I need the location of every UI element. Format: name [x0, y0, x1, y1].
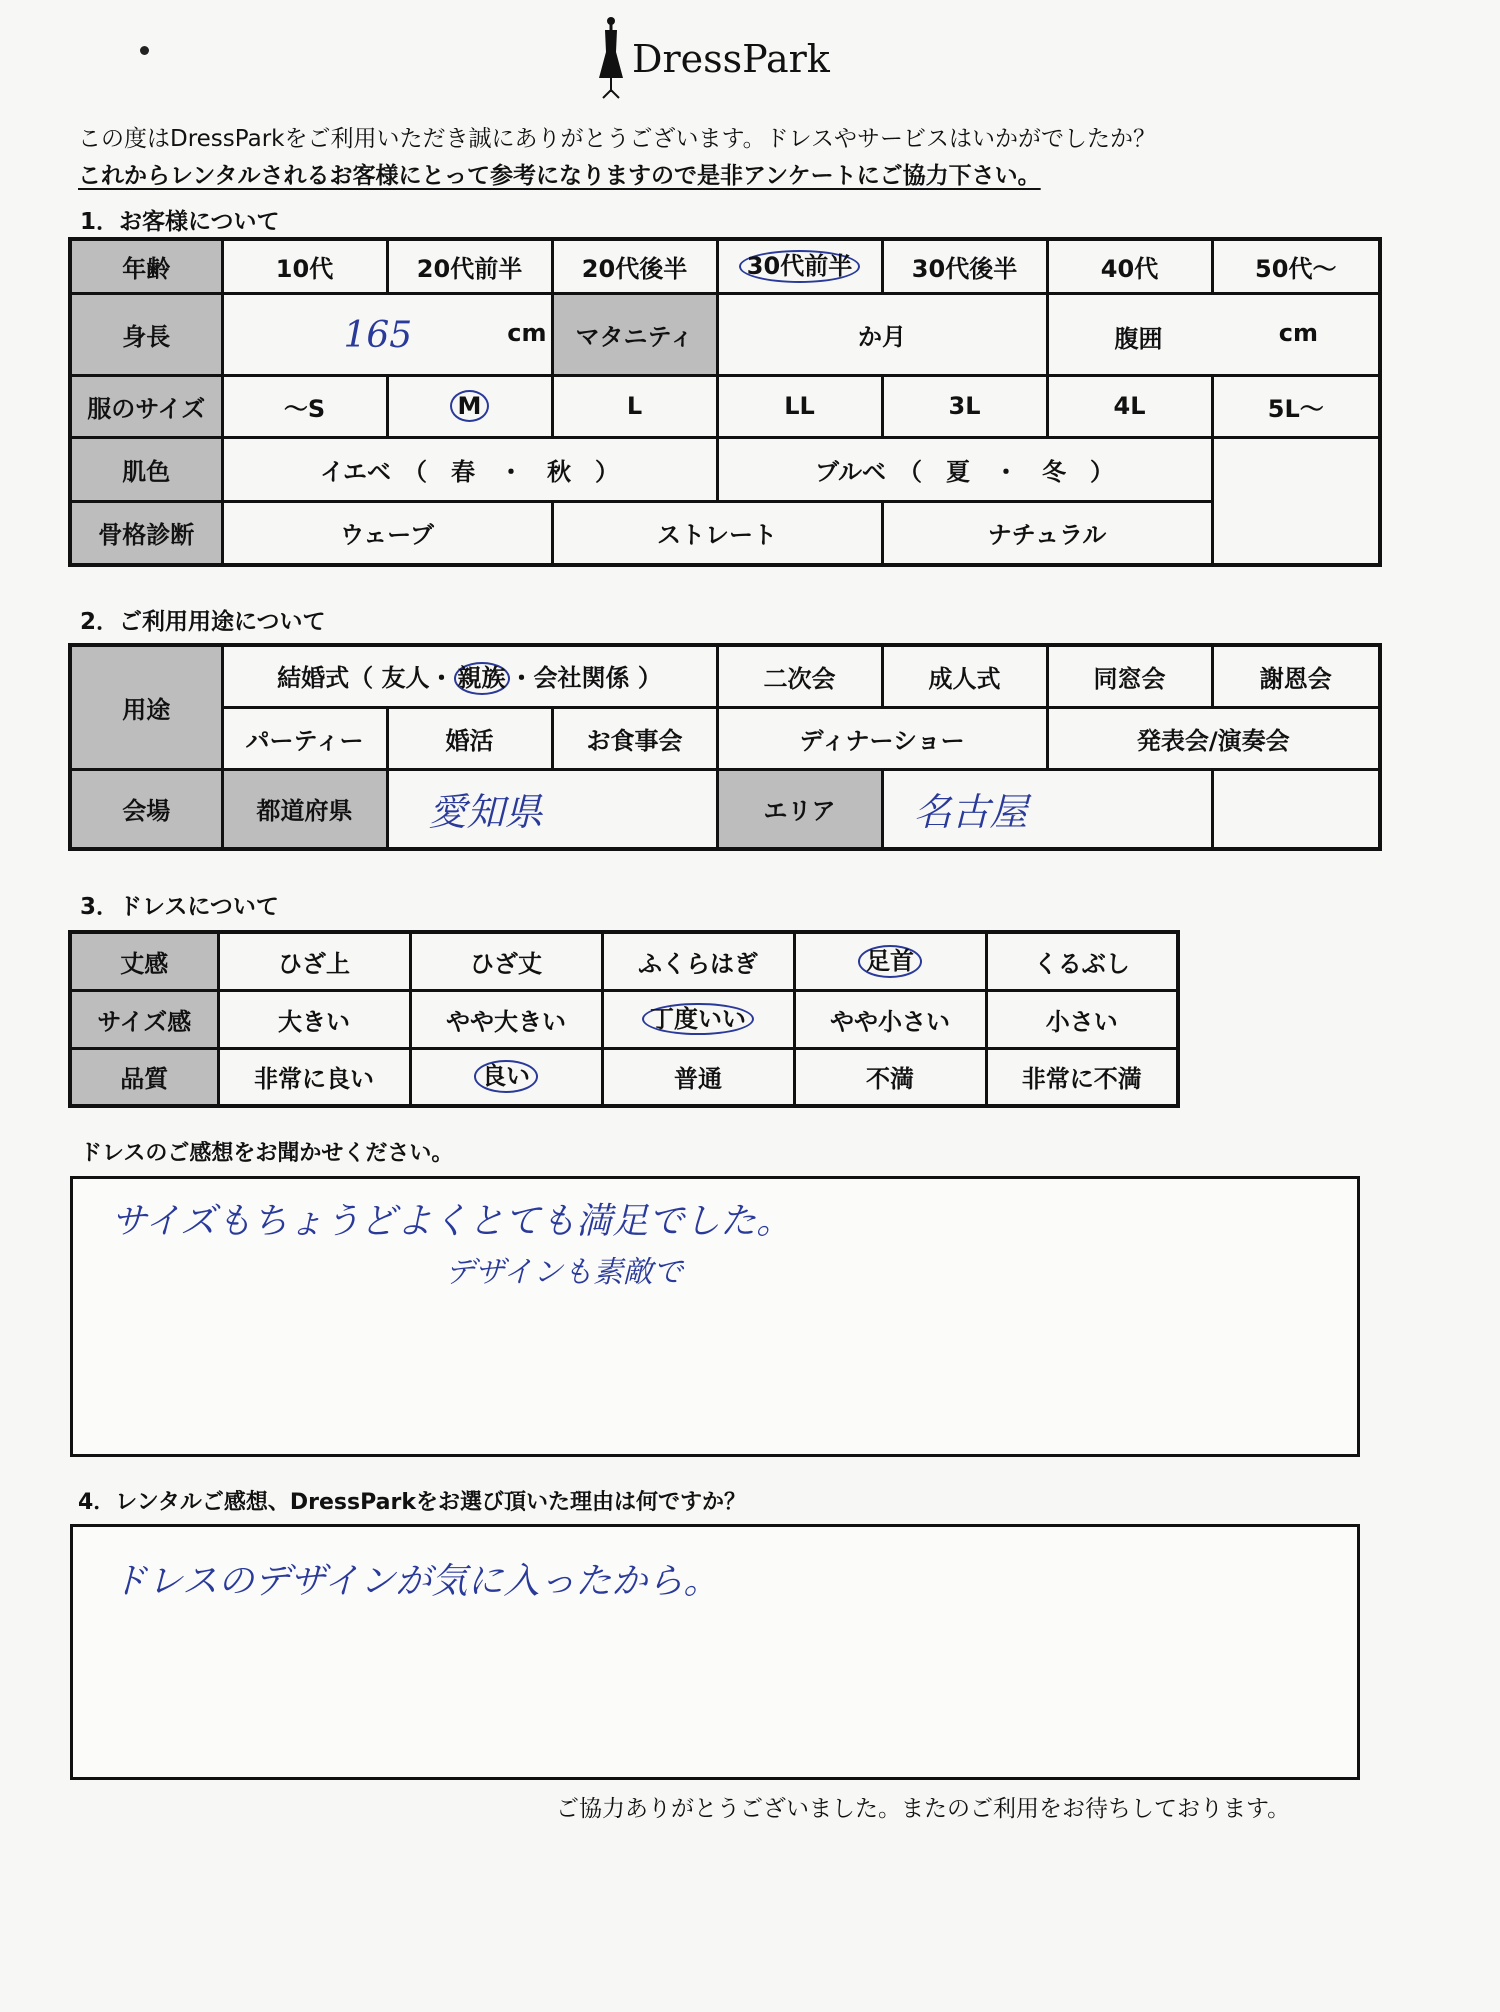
- length-option[interactable]: ふくらはぎ: [602, 932, 794, 990]
- fit-option[interactable]: 大きい: [218, 990, 410, 1048]
- waist-field[interactable]: [1047, 293, 1380, 375]
- selection-circle: 丁度いい: [642, 1003, 754, 1036]
- selection-circle: 良い: [474, 1060, 538, 1093]
- usage-option[interactable]: ディナーショー: [717, 707, 1047, 769]
- venue-row: [70, 769, 1380, 849]
- quality-option[interactable]: 非常に良い: [218, 1048, 410, 1106]
- months-unit: か月: [858, 322, 906, 351]
- fit-option[interactable]: 小さい: [986, 990, 1178, 1048]
- prefecture-value: 愛知県: [428, 790, 543, 835]
- quality-option[interactable]: 非常に不満: [986, 1048, 1178, 1106]
- size-option[interactable]: 5L～: [1212, 375, 1380, 437]
- selection-circle: 足首: [858, 945, 922, 978]
- height-label: 身長: [70, 293, 222, 375]
- height-field[interactable]: [222, 293, 552, 375]
- selection-circle: 30代前半: [739, 250, 860, 283]
- venue-label: 会場: [70, 769, 222, 849]
- empty-cell: [1212, 501, 1380, 565]
- size-option[interactable]: 3L: [882, 375, 1047, 437]
- customer-table: [68, 237, 1382, 567]
- quality-option-selected[interactable]: [410, 1048, 602, 1106]
- length-label: 丈感: [70, 932, 218, 990]
- brand-name: DressPark: [632, 37, 830, 81]
- usage-option[interactable]: 婚活: [387, 707, 552, 769]
- quality-label: 品質: [70, 1048, 218, 1106]
- quality-option[interactable]: 不満: [794, 1048, 986, 1106]
- fit-row: [70, 990, 1178, 1048]
- skin-yellow-option[interactable]: イエベ （ 春 ・ 秋 ）: [222, 437, 717, 501]
- usage-option[interactable]: お食事会: [552, 707, 717, 769]
- dress-icon: [596, 16, 626, 102]
- selection-circle: M: [450, 390, 490, 423]
- area-field[interactable]: [882, 769, 1212, 849]
- age-row: [70, 239, 1380, 293]
- length-option[interactable]: ひざ上: [218, 932, 410, 990]
- prefecture-field[interactable]: [387, 769, 717, 849]
- fit-option[interactable]: やや大きい: [410, 990, 602, 1048]
- height-value: 165: [343, 314, 413, 356]
- empty-cell: [1212, 437, 1380, 501]
- section1-title: 1．お客様について: [80, 209, 280, 235]
- intro-line-1: この度はDressParkをご利用いただき誠にありがとうございます。ドレスやサービスはいかがでしたか？: [78, 126, 1156, 152]
- reason-box[interactable]: [70, 1524, 1360, 1780]
- age-option[interactable]: 20代前半: [387, 239, 552, 293]
- waist-unit: cm: [1278, 318, 1318, 347]
- length-option[interactable]: ひざ丈: [410, 932, 602, 990]
- usage-table: [68, 643, 1382, 851]
- size-option[interactable]: LL: [717, 375, 882, 437]
- usage-row-2: [70, 707, 1380, 769]
- frame-option[interactable]: ストレート: [552, 501, 882, 565]
- length-option-selected[interactable]: [794, 932, 986, 990]
- size-option[interactable]: 4L: [1047, 375, 1212, 437]
- fit-label: サイズ感: [70, 990, 218, 1048]
- area-value: 名古屋: [913, 790, 1028, 835]
- wedding-suffix: ・会社関係 ）: [509, 663, 662, 692]
- brand-logo: [596, 14, 830, 104]
- fit-option[interactable]: やや小さい: [794, 990, 986, 1048]
- size-option[interactable]: ～S: [222, 375, 387, 437]
- usage-option[interactable]: パーティー: [222, 707, 387, 769]
- age-option[interactable]: 30代後半: [882, 239, 1047, 293]
- frame-option[interactable]: ウェーブ: [222, 501, 552, 565]
- dress-table: [68, 930, 1180, 1108]
- impression-text: サイズもちょうどよくとても満足でした。: [111, 1201, 793, 1242]
- age-option-selected[interactable]: [717, 239, 882, 293]
- intro-line-2: これからレンタルされるお客様にとって参考になりますので是非アンケートにご協力下さい。: [78, 163, 1041, 189]
- maternity-label: マタニティ: [552, 293, 717, 375]
- area-label: エリア: [717, 769, 882, 849]
- skin-label: 肌色: [70, 437, 222, 501]
- age-option[interactable]: 50代～: [1212, 239, 1380, 293]
- impression-insert: デザインも素敵で: [445, 1255, 683, 1290]
- length-option[interactable]: くるぶし: [986, 932, 1178, 990]
- usage-option[interactable]: 二次会: [717, 645, 882, 707]
- height-row: [70, 293, 1380, 375]
- section2-title: 2．ご利用用途について: [80, 609, 326, 635]
- usage-row-1: [70, 645, 1380, 707]
- quality-option[interactable]: 普通: [602, 1048, 794, 1106]
- size-option[interactable]: L: [552, 375, 717, 437]
- frame-row: [70, 501, 1380, 565]
- section4-title: 4．レンタルご感想、DressParkをお選び頂いた理由は何ですか？: [78, 1490, 746, 1515]
- wedding-option[interactable]: [222, 645, 717, 707]
- section3-title: 3．ドレスについて: [80, 894, 279, 920]
- size-option-selected[interactable]: [387, 375, 552, 437]
- usage-option[interactable]: 成人式: [882, 645, 1047, 707]
- age-label: 年齢: [70, 239, 222, 293]
- length-row: [70, 932, 1178, 990]
- skin-row: [70, 437, 1380, 501]
- fit-option-selected[interactable]: [602, 990, 794, 1048]
- wedding-prefix: 結婚式（ 友人・: [277, 663, 454, 692]
- empty-cell: [1212, 769, 1380, 849]
- impression-prompt: ドレスのご感想をお聞かせください。: [80, 1141, 454, 1166]
- skin-blue-option[interactable]: ブルベ （ 夏 ・ 冬 ）: [717, 437, 1212, 501]
- height-unit: cm: [507, 318, 547, 347]
- frame-label: 骨格診断: [70, 501, 222, 565]
- selection-circle: 親族: [454, 662, 510, 695]
- age-option[interactable]: 40代: [1047, 239, 1212, 293]
- frame-option[interactable]: ナチュラル: [882, 501, 1212, 565]
- age-option[interactable]: 20代後半: [552, 239, 717, 293]
- reason-text: ドレスのデザインが気に入ったから。: [111, 1561, 720, 1602]
- ink-speck: [140, 46, 149, 55]
- waist-label: 腹囲: [1114, 324, 1163, 353]
- quality-row: [70, 1048, 1178, 1106]
- size-label: 服のサイズ: [70, 375, 222, 437]
- closing-message: ご協力ありがとうございました。またのご利用をお待ちしております。: [556, 1796, 1291, 1822]
- usage-option[interactable]: 発表会/演奏会: [1047, 707, 1380, 769]
- usage-option[interactable]: 同窓会: [1047, 645, 1212, 707]
- prefecture-label: 都道府県: [222, 769, 387, 849]
- maternity-field[interactable]: [717, 293, 1047, 375]
- purpose-label: 用途: [70, 645, 222, 769]
- usage-option[interactable]: 謝恩会: [1212, 645, 1380, 707]
- age-option[interactable]: 10代: [222, 239, 387, 293]
- size-row: [70, 375, 1380, 437]
- impression-box[interactable]: [70, 1176, 1360, 1457]
